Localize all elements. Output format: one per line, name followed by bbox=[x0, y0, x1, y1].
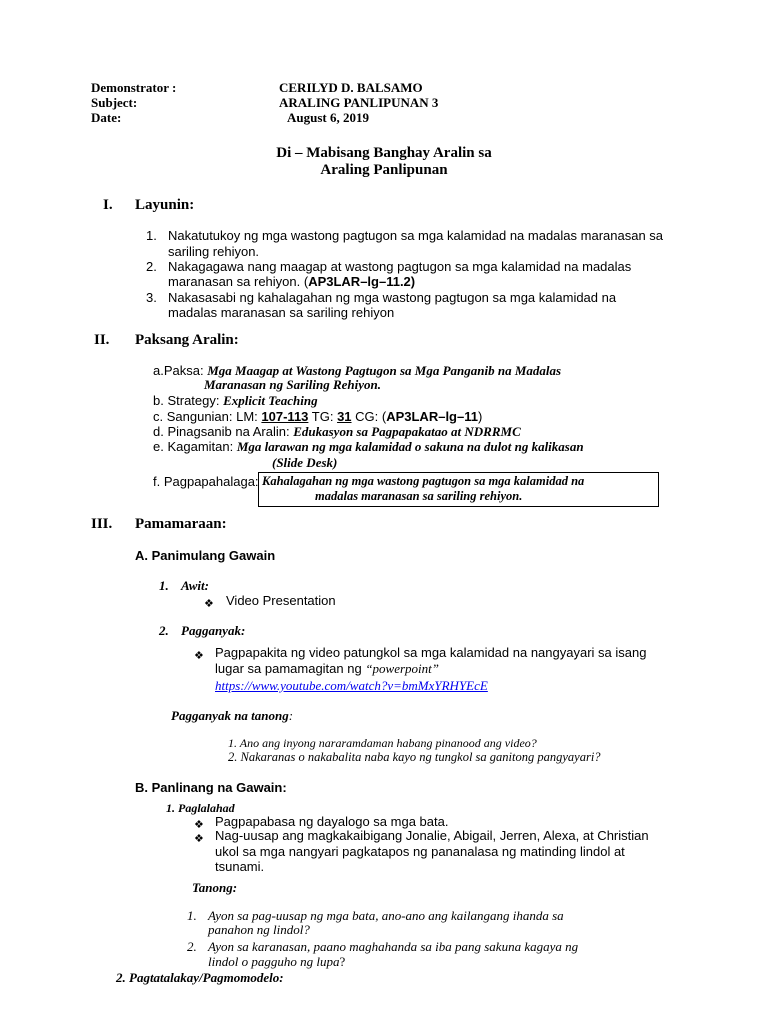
section1-title: Layunin: bbox=[135, 197, 195, 213]
panlinang-question-end: ? bbox=[339, 954, 346, 969]
diamond-bullet-icon: ❖ bbox=[194, 819, 204, 831]
diamond-bullet-icon: ❖ bbox=[194, 833, 204, 845]
section3-number: III. bbox=[91, 516, 113, 532]
demonstrator-label: Demonstrator : bbox=[91, 80, 177, 95]
sangunian-tg: 31 bbox=[337, 409, 352, 424]
objective-text: Nakatutukoy ng mga wastong pagtugon sa mga kalamidad na madalas maranasan sa bbox=[168, 228, 664, 243]
kagamitan-value: Mga larawan ng mga kalamidad o sakuna na dulot ng kalikasan bbox=[236, 439, 584, 454]
objective-text bbox=[168, 274, 415, 290]
diamond-bullet-icon: ❖ bbox=[204, 598, 214, 610]
pagganyak-question: 1. Ano ang inyong nararamdaman habang pinanood ang video? bbox=[228, 736, 537, 750]
demonstrator-value: CERILYD D. BALSAMO bbox=[279, 80, 423, 95]
awit-item: Video Presentation bbox=[226, 593, 336, 608]
kagamitan-line bbox=[153, 439, 584, 455]
date-value: August 6, 2019 bbox=[287, 110, 369, 125]
pagganyak-text: Pagpapakita ng video patungkol sa mga kalamidad na nangyayari sa isang bbox=[215, 645, 647, 660]
pagpapahalaga-line2: madalas maranasan sa sariling rehiyon. bbox=[315, 489, 523, 503]
diamond-bullet-icon: ❖ bbox=[194, 650, 204, 662]
section3-title: Pamamaraan: bbox=[135, 516, 227, 532]
objective-number: 3. bbox=[146, 290, 157, 305]
strategy-line bbox=[153, 393, 318, 409]
awit-number: 1. bbox=[159, 578, 169, 593]
objective-text: Nakasasabi ng kahalagahan ng mga wastong pagtugon sa mga kalamidad na bbox=[168, 290, 617, 305]
section1-number: I. bbox=[103, 197, 113, 213]
panlinang-question-number: 2. bbox=[187, 939, 197, 954]
panlinang-question: Ayon sa karanasan, paano maghahanda sa iba pang sakuna kagaya ng bbox=[208, 939, 579, 954]
pagganyak-tanong-heading bbox=[171, 708, 293, 724]
date-label: Date: bbox=[91, 110, 122, 125]
sangunian-end: ) bbox=[477, 409, 483, 424]
panlinang-question-text: lindol o pagguho ng lupa bbox=[208, 954, 340, 969]
panlinang-question-cont: panahon ng lindol? bbox=[208, 922, 310, 937]
sangunian-lm: 107-113 bbox=[261, 409, 309, 424]
pinagsanib-value: Edukasyon sa Pagpapakatao at NDRRMC bbox=[293, 424, 521, 439]
section2-title: Paksang Aralin: bbox=[135, 332, 239, 348]
section2-number: II. bbox=[94, 332, 110, 348]
objective-text: madalas maranasan sa sariling rehiyon bbox=[168, 305, 395, 320]
pagganyak-text bbox=[215, 661, 439, 677]
kagamitan-label: e. Kagamitan: bbox=[153, 439, 237, 454]
panimulang-gawain-heading: A. Panimulang Gawain bbox=[135, 548, 276, 563]
objective-number: 1. bbox=[146, 228, 157, 243]
paksa-value: Mga Maagap at Wastong Pagtugon sa Mga Panganib na Madalas bbox=[207, 363, 562, 378]
sangunian-line bbox=[153, 409, 482, 424]
pagganyak-label: Pagganyak: bbox=[181, 623, 246, 638]
objective-code: AP3LAR–lg–11.2) bbox=[308, 274, 416, 289]
pagganyak-quote: “powerpoint” bbox=[365, 661, 439, 676]
panlinang-question: Ayon sa pag-uusap ng mga bata, ano-ano ang kailangang ihanda sa bbox=[208, 908, 564, 923]
sangunian-cg: AP3LAR–lg–11 bbox=[386, 409, 478, 424]
document-title-line1: Di – Mabisang Banghay Aralin sa bbox=[276, 145, 492, 161]
youtube-link[interactable]: https://www.youtube.com/watch?v=bmMxYRHYEcE bbox=[215, 678, 488, 693]
sangunian-tg-label: TG: bbox=[308, 409, 338, 424]
paglalahad-item-cont: tsunami. bbox=[215, 859, 265, 874]
pagganyak-text-main: lugar sa pamamagitan ng bbox=[215, 661, 366, 676]
paglalahad-item: Nag-uusap ang magkakaibigang Jonalie, Abigail, Jerren, Alexa, at Christian bbox=[215, 828, 649, 843]
subject-value: ARALING PANLIPUNAN 3 bbox=[279, 95, 439, 110]
paglalahad-item: Pagpapabasa ng dayalogo sa mga bata. bbox=[215, 814, 449, 829]
tanong-heading: Tanong: bbox=[192, 880, 238, 895]
kagamitan-value-cont: (Slide Desk) bbox=[272, 455, 338, 470]
document-title-line2: Araling Panlipunan bbox=[320, 162, 448, 178]
pinagsanib-line bbox=[153, 424, 521, 440]
pagganyak-number: 2. bbox=[159, 623, 169, 638]
objective-text: Nakagagawa nang maagap at wastong pagtugon sa mga kalamidad na madalas bbox=[168, 259, 632, 274]
subject-label: Subject: bbox=[91, 95, 138, 110]
sangunian-cg-label: CG: ( bbox=[351, 409, 387, 424]
panlinang-question-cont bbox=[208, 954, 345, 970]
sangunian-label: c. Sangunian: LM: bbox=[153, 409, 262, 424]
pagpapahalaga-line1: Kahalagahan ng mga wastong pagtugon sa mga kalamidad na bbox=[262, 474, 585, 488]
objective-text-main: maranasan sa rehiyon. ( bbox=[168, 274, 309, 289]
paglalahad-item-cont: ukol sa mga nangyari pagkatapos ng pananalasa ng matinding lindol at bbox=[215, 844, 625, 859]
pagganyak-tanong-colon: : bbox=[288, 708, 294, 723]
objective-number: 2. bbox=[146, 259, 157, 274]
awit-label: Awit: bbox=[181, 578, 209, 593]
paksa-value-cont: Maranasan ng Sariling Rehiyon. bbox=[204, 377, 382, 392]
pagganyak-question: 2. Nakaranas o nakabalita naba kayo ng tungkol sa ganitong pangyayari? bbox=[228, 750, 601, 764]
pinagsanib-label: d. Pinagsanib na Aralin: bbox=[153, 424, 294, 439]
strategy-value: Explicit Teaching bbox=[223, 393, 318, 408]
panlinang-gawain-heading: B. Panlinang na Gawain: bbox=[135, 780, 287, 795]
paksa-label: a.Paksa: bbox=[153, 363, 208, 378]
panlinang-question-number: 1. bbox=[187, 908, 197, 923]
pagtatalakay-heading: 2. Pagtatalakay/Pagmomodelo: bbox=[116, 970, 284, 985]
strategy-label: b. Strategy: bbox=[153, 393, 224, 408]
pagganyak-tanong-text: Pagganyak na tanong bbox=[171, 708, 289, 723]
paglalahad-heading: 1. Paglalahad bbox=[166, 801, 235, 815]
objective-text: sariling rehiyon. bbox=[168, 244, 260, 259]
pagpapahalaga-label: f. Pagpapahalaga: bbox=[153, 474, 259, 489]
